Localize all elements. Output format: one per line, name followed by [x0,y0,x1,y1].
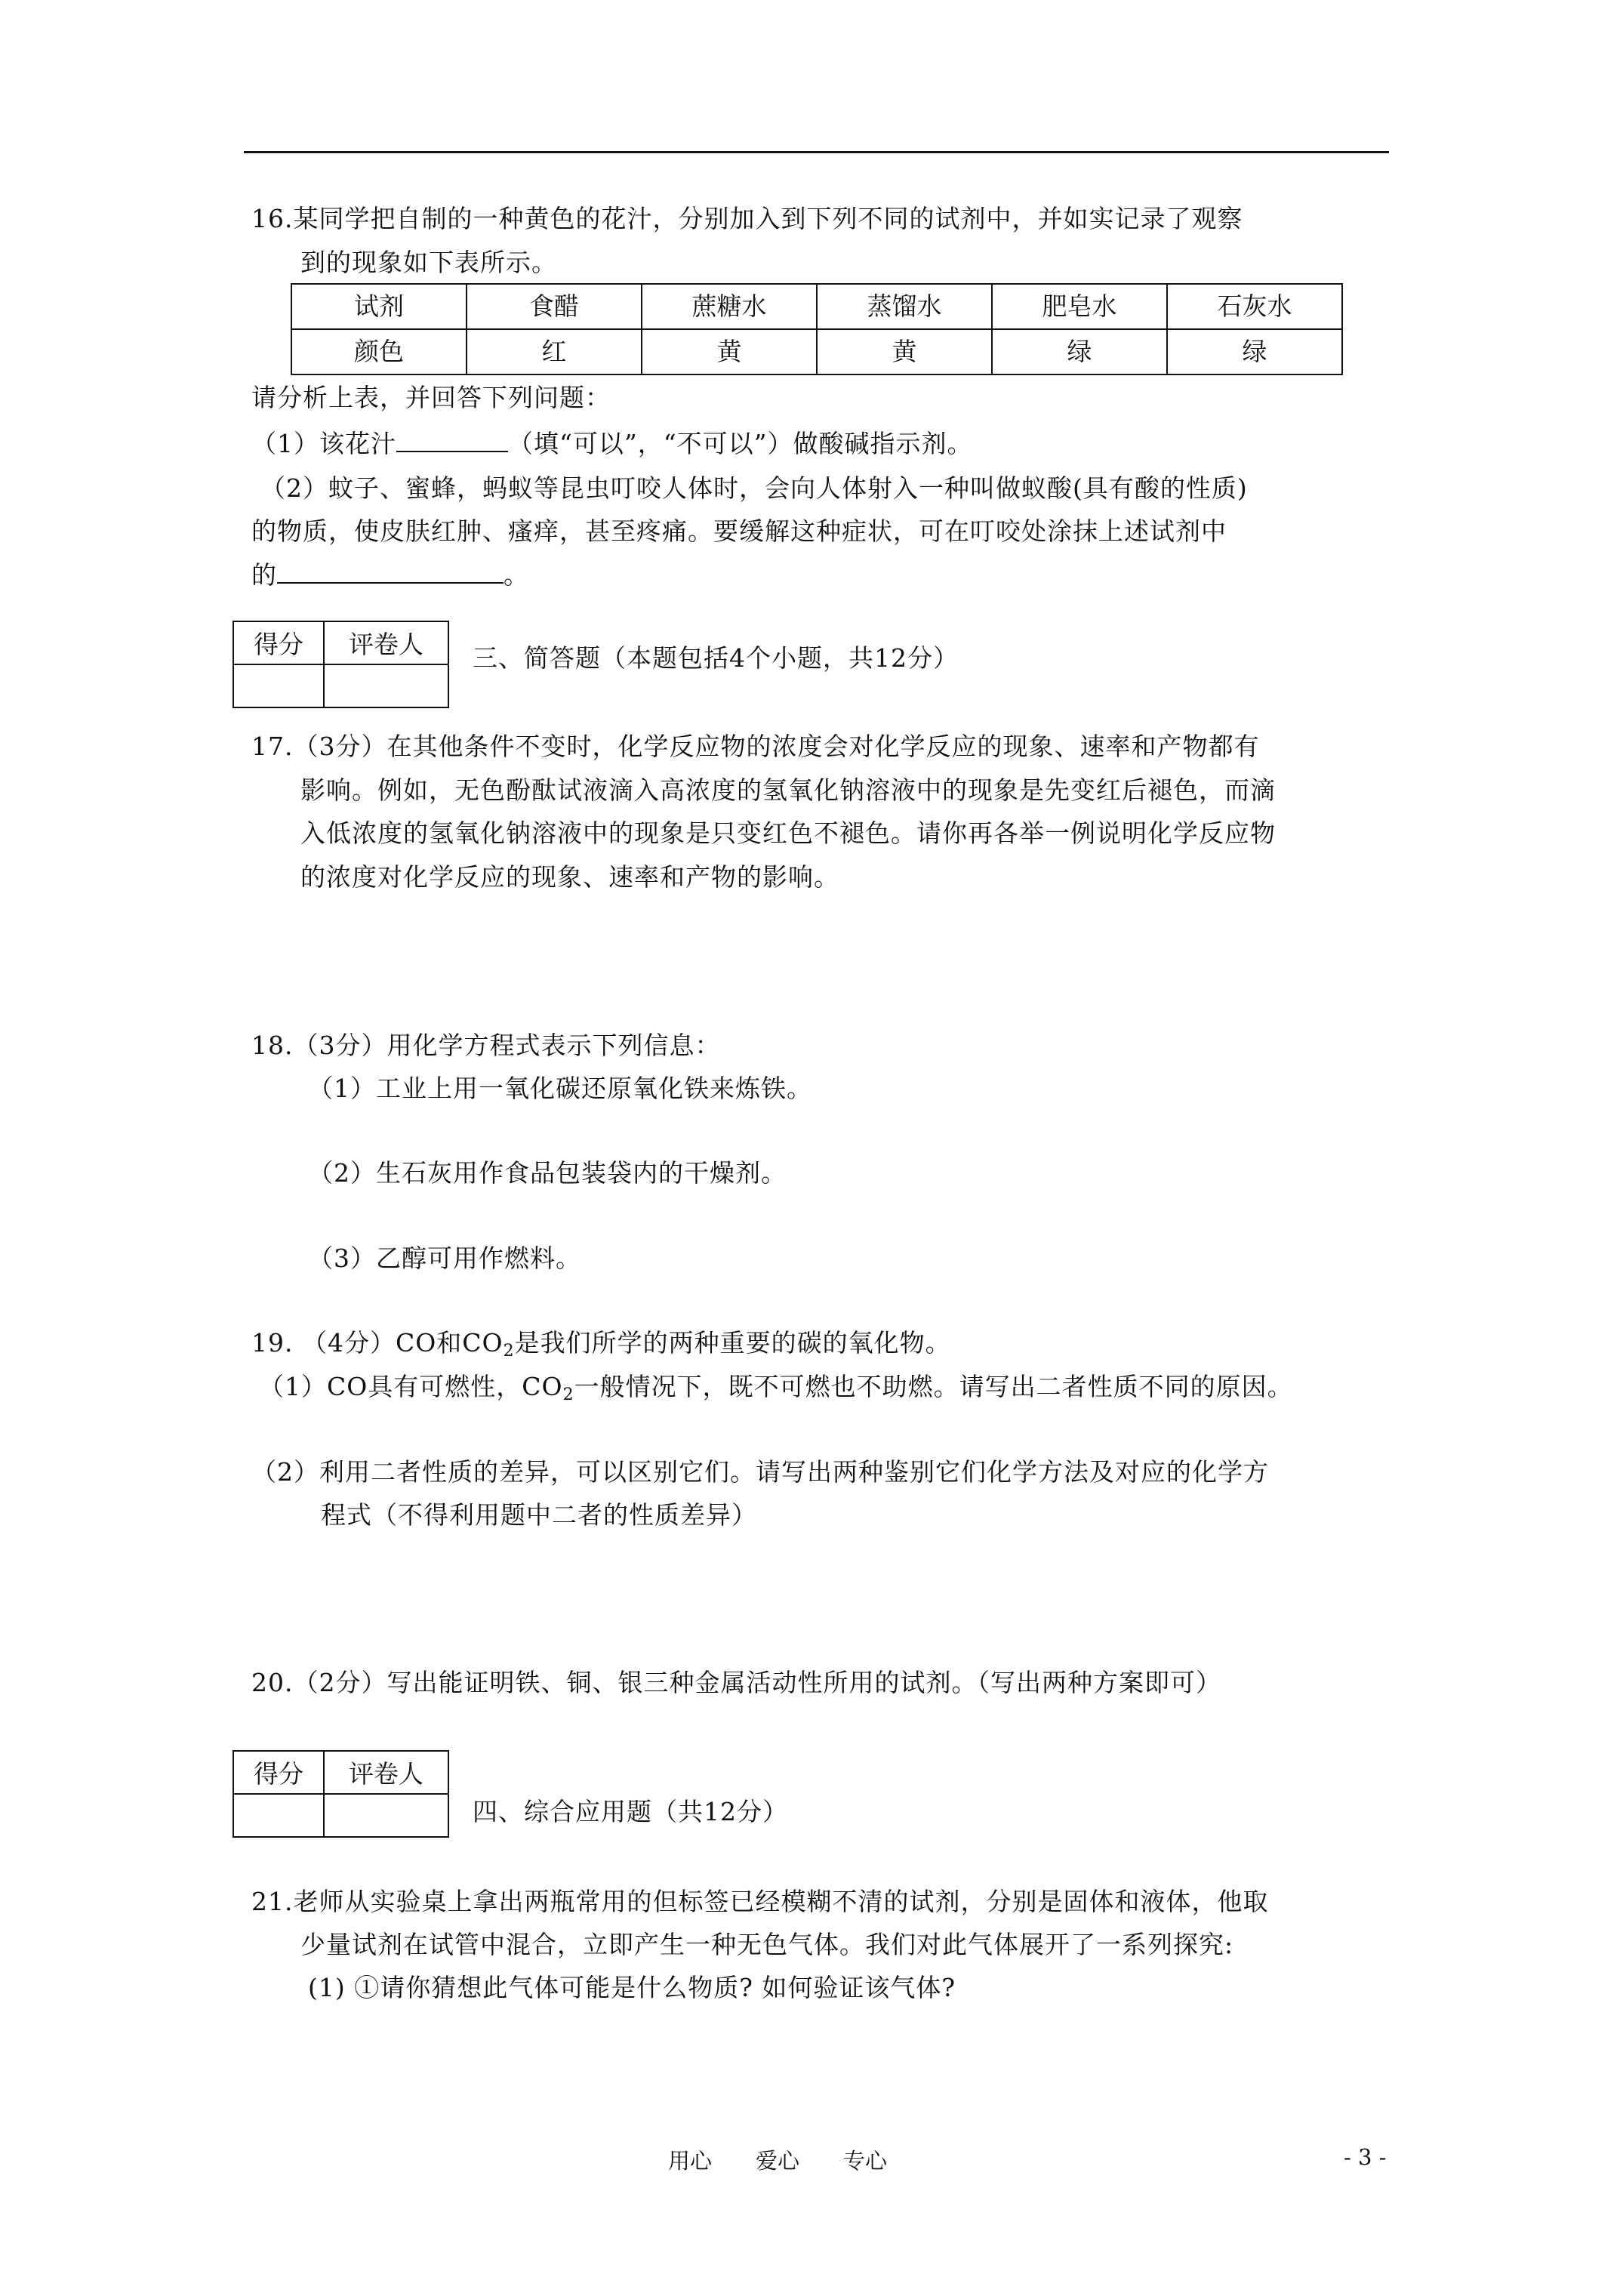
answer-blank[interactable] [396,428,508,452]
table-cell: 石灰水 [1167,284,1342,329]
grader-label: 评卷人 [324,621,448,664]
section-4-heading: 四、综合应用题（共12分） [473,1797,788,1826]
q19-subscript: 2 [503,1342,515,1361]
table-cell: 蔗糖水 [642,284,817,329]
q19-text-b: 是我们所学的两种重要的碳的氧化物。 [514,1328,951,1358]
q16-part-2-text-a: 的 [251,560,277,590]
q21-line-3: (1) ①请你猜想此气体可能是什么物质? 如何验证该气体? [308,1973,956,2002]
table-cell: 颜色 [291,329,467,374]
score-label: 得分 [233,1751,324,1794]
score-input-cell[interactable] [233,1794,324,1837]
answer-blank[interactable] [277,559,504,584]
q16-line-2: 到的现象如下表所示。 [300,248,557,277]
footer-motto: 用心 爱心 专心 [668,2148,888,2174]
header-rule [244,151,1389,153]
table-cell: 食醋 [467,284,642,329]
score-label: 得分 [233,621,324,664]
q21-line-2: 少量试剂在试管中混合，立即产生一种无色气体。我们对此气体展开了一系列探究: [300,1930,1234,1959]
q16-part-1-text-a: （1）该花汁 [251,429,396,458]
table-cell: 蒸馏水 [817,284,992,329]
q19-part-1-text-a: （1）CO具有可燃性，CO [259,1372,563,1401]
q19-line-1 [251,1327,951,1360]
table-row [233,664,448,707]
table-cell: 试剂 [291,284,467,329]
q19-part-2-line-2: 程式（不得利用题中二者的性质差异） [321,1500,757,1530]
q18-line-1: 18.（3分）用化学方程式表示下列信息： [251,1031,721,1060]
table-row [233,621,448,664]
table-cell: 绿 [1167,329,1342,374]
grader-label: 评卷人 [324,1751,448,1794]
grader-input-cell[interactable] [324,1794,448,1837]
reagent-color-table [291,283,1343,375]
table-cell: 肥皂水 [992,284,1167,329]
table-cell: 红 [467,329,642,374]
section-3-heading: 三、简答题（本题包括4个小题，共12分） [473,643,959,673]
q16-part-2-line-2: 的物质，使皮肤红肿、瘙痒，甚至疼痛。要缓解这种症状，可在叮咬处涂抹上述试剂中 [251,516,1227,546]
table-cell: 黄 [642,329,817,374]
q16-part-1 [251,427,972,461]
q18-item-3: （3）乙醇可用作燃料。 [308,1244,581,1273]
table-row [291,329,1342,374]
score-input-cell[interactable] [233,664,324,707]
q17-line-3: 入低浓度的氢氧化钠溶液中的现象是只变红色不褪色。请你再各举一例说明化学反应物 [300,818,1276,848]
q19-text-a: 19. （4分）CO和CO [251,1328,504,1358]
q16-analyze: 请分析上表，并回答下列问题： [251,383,611,412]
q18-item-1: （1）工业上用一氧化碳还原氧化铁来炼铁。 [308,1074,812,1103]
grader-input-cell[interactable] [324,664,448,707]
table-cell: 绿 [992,329,1167,374]
score-box [233,1750,449,1838]
table-row [233,1751,448,1794]
score-box [233,621,449,708]
q16-part-2-text-b: 。 [504,560,529,590]
table-row [291,284,1342,329]
q16-part-2-line-1: （2）蚊子、蜜蜂，蚂蚁等昆虫叮咬人体时，会向人体射入一种叫做蚁酸(具有酸的性质) [260,473,1248,503]
q16-part-2-line-3 [251,559,529,592]
q17-line-1: 17.（3分）在其他条件不变时，化学反应物的浓度会对化学反应的现象、速率和产物都有 [251,732,1260,761]
q17-line-4: 的浓度对化学反应的现象、速率和产物的影响。 [300,862,839,892]
q18-item-2: （2）生石灰用作食品包装袋内的干燥剂。 [308,1158,787,1188]
q19-part-1 [259,1370,1293,1404]
q16-line-1: 16.某同学把自制的一种黄色的花汁，分别加入到下列不同的试剂中，并如实记录了观察 [251,204,1243,233]
table-cell: 黄 [817,329,992,374]
q19-part-1-text-b: 一般情况下，既不可燃也不助燃。请写出二者性质不同的原因。 [574,1372,1293,1401]
q19-part-1-subscript: 2 [562,1385,574,1404]
q17-line-2: 影响。例如，无色酚酞试液滴入高浓度的氢氧化钠溶液中的现象是先变红后褪色，而滴 [300,775,1276,805]
q19-part-2-line-1: （2）利用二者性质的差异，可以区别它们。请写出两种鉴别它们化学方法及对应的化学方 [251,1457,1269,1487]
table-row [233,1794,448,1837]
page-number: - 3 - [1344,2144,1387,2170]
q20-line-1: 20.（2分）写出能证明铁、铜、银三种金属活动性所用的试剂。（写出两种方案即可） [251,1668,1221,1697]
q21-line-1: 21.老师从实验桌上拿出两瓶常用的但标签已经模糊不清的试剂，分别是固体和液体，他取 [251,1887,1269,1916]
q16-part-1-text-b: （填“可以”，“不可以”）做酸碱指示剂。 [508,429,973,458]
